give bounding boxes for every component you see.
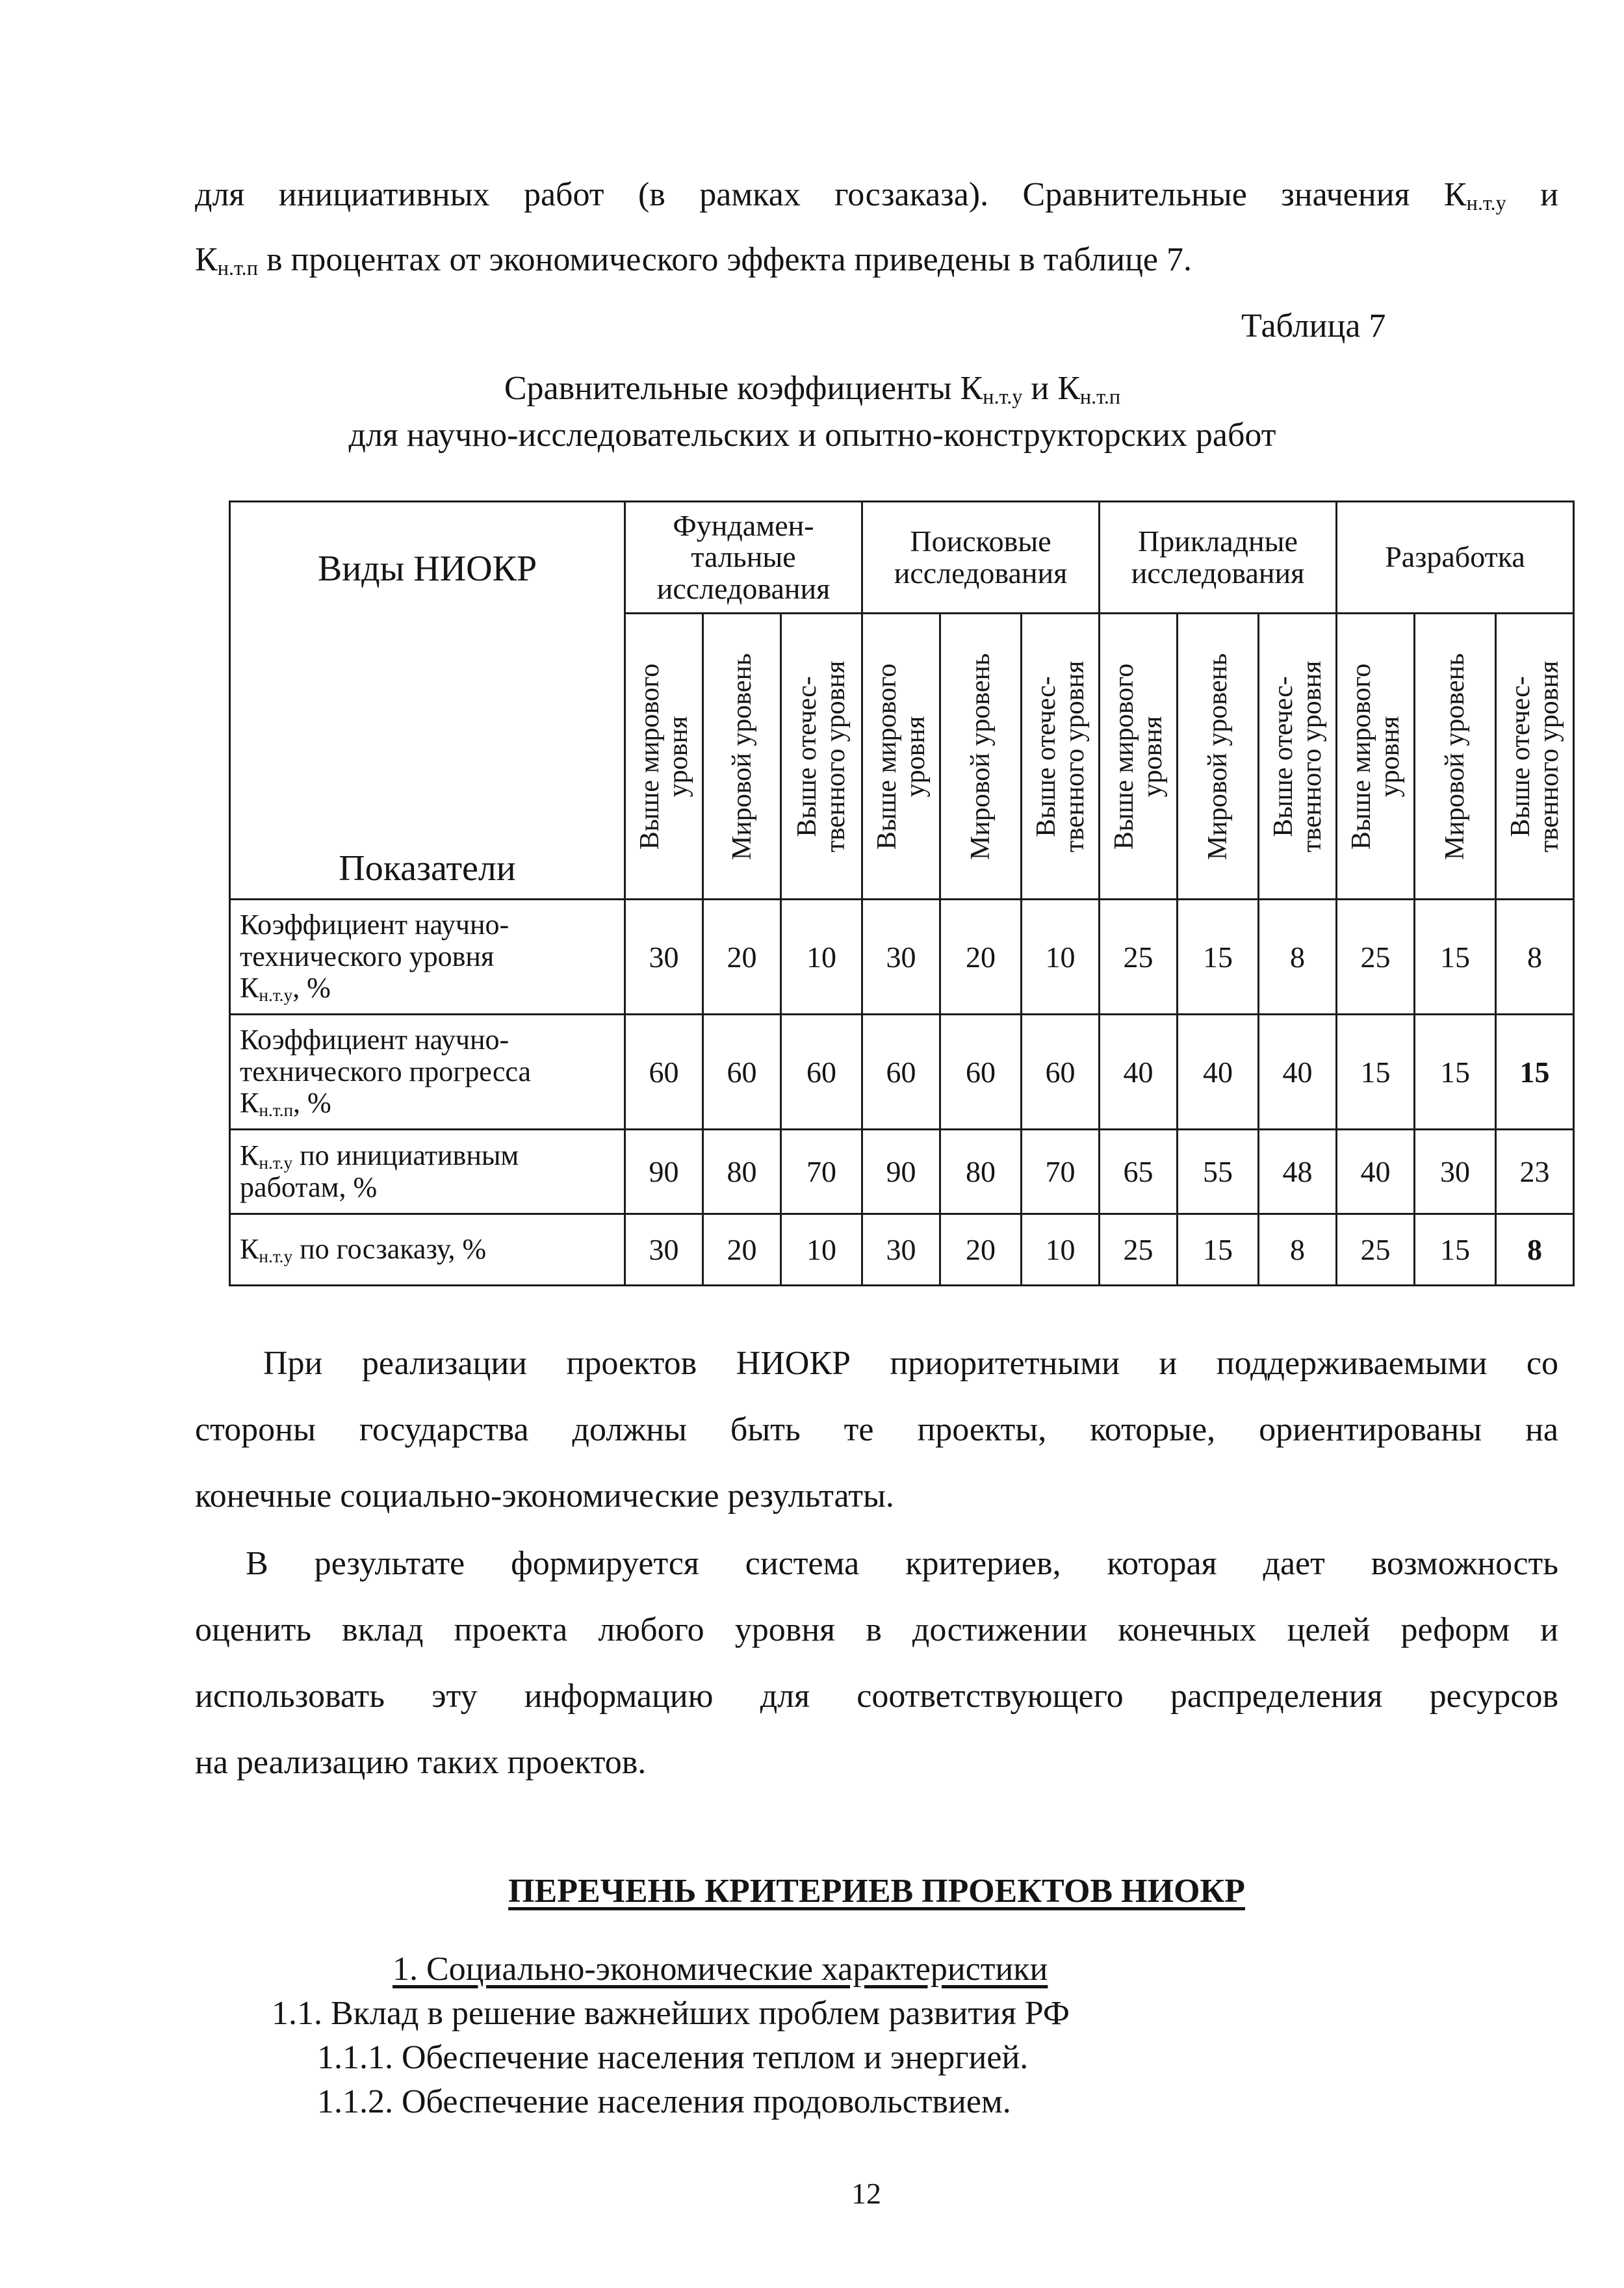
text: , % [293, 1087, 331, 1119]
table-cell: 10 [781, 900, 862, 1015]
table-cell: 20 [940, 1214, 1022, 1286]
table-cell: 25 [1100, 900, 1178, 1015]
row-label [230, 1015, 625, 1130]
table-cell: 40 [1100, 1015, 1178, 1130]
table-cell: 20 [703, 900, 781, 1015]
table-label: Таблица 7 [1241, 307, 1386, 344]
subscript: н.т.п [217, 256, 258, 280]
subcolumn-header [703, 614, 781, 900]
item-1-1: 1.1. Вклад в решение важнейших проблем развития РФ [272, 1995, 1070, 2032]
table-cell: 15 [1415, 1015, 1496, 1130]
table-cell: 30 [1415, 1130, 1496, 1214]
table-cell: 10 [1022, 1214, 1100, 1286]
table-cell: 60 [703, 1015, 781, 1130]
table-cell: 15 [1415, 900, 1496, 1015]
table-cell: 55 [1178, 1130, 1259, 1214]
para1-line-3: конечные социально-экономические результаты. [195, 1477, 894, 1514]
text: Коэффициент научно- [240, 1024, 509, 1056]
table-cell: 15 [1337, 1015, 1415, 1130]
table-cell: 30 [862, 1214, 940, 1286]
rotated-label: Мировой уровень [727, 653, 757, 860]
item-1-1-1: 1.1.1. Обеспечение населения теплом и энергией. [317, 2039, 1029, 2076]
table-cell: 48 [1259, 1130, 1337, 1214]
table-cell: 15 [1178, 1214, 1259, 1286]
text: для инициативных работ (в рамках госзаказа). Сравнительные значения К [195, 176, 1467, 213]
table-title-line-1 [195, 369, 1430, 408]
group-header: Прикладные исследования [1100, 502, 1337, 614]
text: К [240, 1233, 259, 1266]
coefficients-table [229, 500, 1575, 1286]
rotated-label: Мировой уровень [965, 653, 996, 860]
subcolumn-header [862, 614, 940, 900]
para2-line-2: оценить вклад проекта любого уровня в достижении конечных целей реформ и [195, 1611, 1558, 1648]
text: Сравнительные коэффициенты К [504, 370, 983, 407]
subscript: н.т.у [259, 985, 293, 1006]
text: Социально-экономические характеристики [418, 1951, 1048, 1988]
rotated-label: Выше мирового уровня [1346, 663, 1405, 850]
text: по госзаказу, % [292, 1233, 487, 1266]
subcolumn-header [940, 614, 1022, 900]
text: , % [292, 972, 331, 1004]
rotated-label: Выше отечес-твенного уровня [792, 660, 851, 852]
table-cell: 60 [940, 1015, 1022, 1130]
table-row [230, 1130, 1574, 1214]
table-cell: 8 [1496, 1214, 1574, 1286]
table-cell: 30 [625, 1214, 703, 1286]
row-label [230, 1214, 625, 1286]
subcolumn-header [781, 614, 862, 900]
table-cell: 80 [940, 1130, 1022, 1214]
table-cell: 90 [625, 1130, 703, 1214]
rotated-label: Выше отечес-твенного уровня [1505, 660, 1564, 852]
text: Коэффициент научно- [240, 909, 509, 941]
text: и К [1022, 370, 1080, 407]
table-cell: 25 [1337, 900, 1415, 1015]
text: в процентах от экономического эффекта приведены в таблице 7. [257, 241, 1192, 278]
rotated-label: Выше отечес-твенного уровня [1268, 660, 1327, 852]
section-1-title [393, 1950, 1048, 1988]
text: К [240, 1139, 259, 1172]
para2-line-4: на реализацию таких проектов. [195, 1744, 647, 1781]
subcolumn-header [1022, 614, 1100, 900]
table-cell: 20 [940, 900, 1022, 1015]
text: технического прогресса [240, 1055, 531, 1087]
rotated-label: Выше мирового уровня [871, 663, 931, 850]
group-header: Разработка [1337, 502, 1574, 614]
table-cell: 40 [1178, 1015, 1259, 1130]
subcolumn-header [1100, 614, 1178, 900]
subcolumn-header [1178, 614, 1259, 900]
text: К [195, 241, 218, 278]
table-cell: 30 [625, 900, 703, 1015]
table-cell: 60 [781, 1015, 862, 1130]
table-cell: 70 [1022, 1130, 1100, 1214]
row-label [230, 900, 625, 1015]
text: работам, % [240, 1171, 378, 1203]
table-cell: 60 [862, 1015, 940, 1130]
section-number: 1. [393, 1951, 418, 1988]
subcolumn-header [1415, 614, 1496, 900]
table-cell: 70 [781, 1130, 862, 1214]
subcolumn-header [1496, 614, 1574, 900]
subscript: н.т.у [983, 385, 1023, 409]
para1-line-2: стороны государства должны быть те проекты, которые, ориентированы на [195, 1411, 1558, 1448]
table-cell: 8 [1259, 900, 1337, 1015]
table-title-line-2: для научно-исследовательских и опытно-конструкторских работ [348, 417, 1276, 454]
subcolumn-header [625, 614, 703, 900]
subscript: н.т.п [1079, 385, 1121, 409]
table-cell: 8 [1496, 900, 1574, 1015]
table-cell: 60 [1022, 1015, 1100, 1130]
intro-line-2 [195, 240, 1192, 279]
table-cell: 30 [862, 900, 940, 1015]
table-row [230, 1015, 1574, 1130]
table-cell: 40 [1259, 1015, 1337, 1130]
table-cell: 20 [703, 1214, 781, 1286]
table-row [230, 900, 1574, 1015]
subscript: н.т.у [259, 1247, 293, 1267]
table-cell: 60 [625, 1015, 703, 1130]
page-number: 12 [851, 2177, 881, 2210]
text: технического уровня [240, 940, 495, 972]
table-cell: 90 [862, 1130, 940, 1214]
text: и [1506, 176, 1559, 213]
table-cell: 65 [1100, 1130, 1178, 1214]
table-cell: 80 [703, 1130, 781, 1214]
rotated-label: Выше отечес-твенного уровня [1031, 660, 1090, 852]
text: К [240, 1087, 259, 1119]
para1-line-1: При реализации проектов НИОКР приоритетными и поддерживаемыми со [263, 1345, 1558, 1382]
table-cell: 40 [1337, 1130, 1415, 1214]
table-cell: 10 [781, 1214, 862, 1286]
corner-top: Виды НИОКР [317, 549, 537, 589]
table-cell: 15 [1496, 1015, 1574, 1130]
group-header: Поисковые исследования [862, 502, 1100, 614]
row-label [230, 1130, 625, 1214]
table-cell: 15 [1415, 1214, 1496, 1286]
rotated-label: Выше мирового уровня [1109, 663, 1168, 850]
subscript: н.т.у [259, 1153, 293, 1173]
subscript: н.т.п [259, 1100, 294, 1121]
table-cell: 25 [1337, 1214, 1415, 1286]
table-cell: 23 [1496, 1130, 1574, 1214]
subcolumn-header [1337, 614, 1415, 900]
para2-line-1: В результате формируется система критериев, которая дает возможность [246, 1545, 1558, 1582]
corner-bottom: Показатели [339, 848, 516, 889]
table-cell: 25 [1100, 1214, 1178, 1286]
corner-cell [230, 502, 625, 900]
table-cell: 8 [1259, 1214, 1337, 1286]
table-cell: 15 [1178, 900, 1259, 1015]
subcolumn-header [1259, 614, 1337, 900]
table-row [230, 1214, 1574, 1286]
intro-line-1 [195, 176, 1558, 214]
rotated-label: Выше мирового уровня [634, 663, 693, 850]
para2-line-3: использовать эту информацию для соответствующего распределения ресурсов [195, 1678, 1558, 1715]
rotated-label: Мировой уровень [1439, 653, 1470, 860]
group-header: Фундамен- тальные исследования [625, 502, 862, 614]
text: К [240, 972, 259, 1004]
header-group-row [230, 502, 1574, 614]
section-heading: ПЕРЕЧЕНЬ КРИТЕРИЕВ ПРОЕКТОВ НИОКР [508, 1873, 1245, 1910]
item-1-1-2: 1.1.2. Обеспечение населения продовольствием. [317, 2083, 1011, 2120]
subscript: н.т.у [1466, 191, 1506, 215]
text: по инициативным [292, 1139, 519, 1172]
table-cell: 10 [1022, 900, 1100, 1015]
rotated-label: Мировой уровень [1202, 653, 1233, 860]
